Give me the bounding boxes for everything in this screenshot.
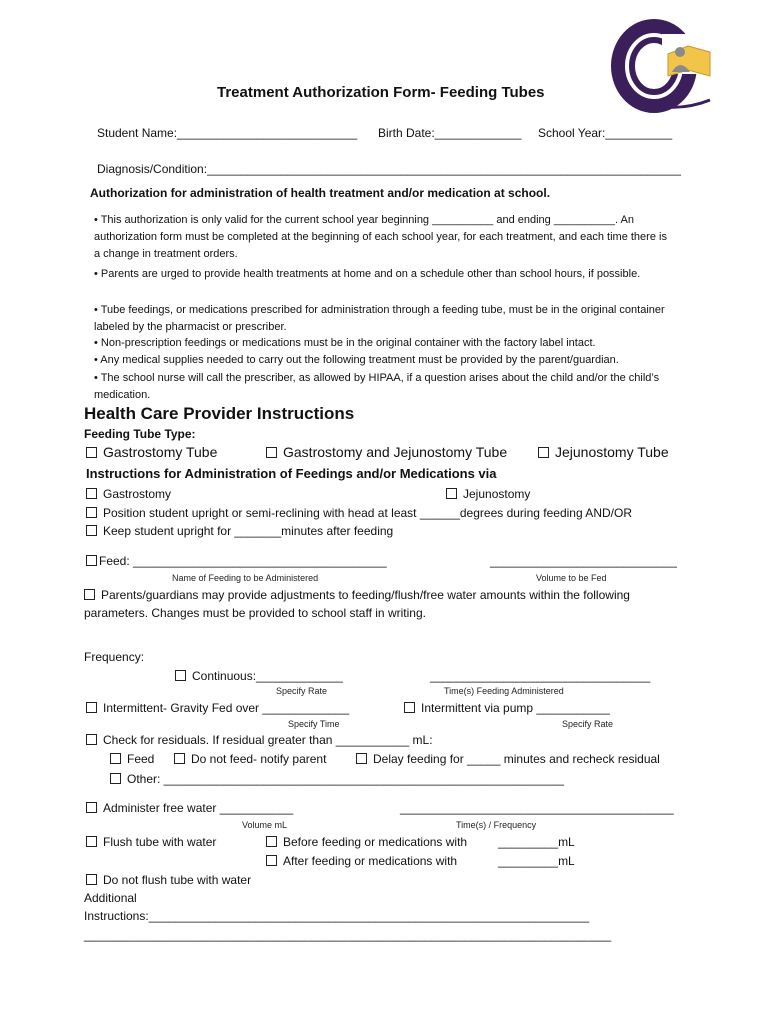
checkbox[interactable] [86, 488, 97, 499]
feed-field[interactable]: Feed: ______________________________________ [86, 554, 387, 568]
times-frequency-caption: Time(s) / Frequency [456, 820, 537, 830]
via-jejunostomy[interactable]: Jejunostomy [446, 487, 530, 501]
checkbox[interactable] [266, 836, 277, 847]
feed-volume-line[interactable]: ____________________________ [490, 554, 677, 568]
tube-type-label: Feeding Tube Type: [84, 427, 196, 441]
additional-label: Additional [84, 891, 137, 905]
checkbox[interactable] [86, 734, 97, 745]
flush-option[interactable]: Flush tube with water [86, 835, 216, 849]
free-water-option[interactable]: Administer free water ___________ [86, 801, 293, 815]
checkbox[interactable] [174, 753, 185, 764]
bullet-item: • Parents are urged to provide health treatments at home and on a schedule other than school hours, if possible. [94, 268, 641, 280]
checkbox[interactable] [86, 802, 97, 813]
bullet-item: • Tube feedings, or medications prescribed for administration through a feeding tube, must be in the original container labeled by the pharmacist or prescriber. [94, 304, 665, 333]
checkbox[interactable] [446, 488, 457, 499]
residuals-option[interactable]: Check for residuals. If residual greater than ___________ mL: [86, 733, 433, 747]
checkbox[interactable] [86, 836, 97, 847]
intermittent-gravity-option[interactable]: Intermittent- Gravity Fed over _____________ [86, 701, 349, 715]
checkbox[interactable] [110, 773, 121, 784]
instructions-heading: Instructions for Administration of Feedings and/or Medications via [86, 466, 497, 481]
checkbox[interactable] [86, 555, 97, 566]
specify-rate-caption: Specify Rate [276, 686, 328, 696]
intermittent-pump-option[interactable]: Intermittent via pump ___________ [404, 701, 610, 715]
continuous-option[interactable]: Continuous:_____________ [175, 669, 343, 683]
times-fed-caption: Time(s) Feeding Administered [444, 686, 564, 696]
additional-instructions-field[interactable]: Instructions:__________________________________________________________________ [84, 909, 590, 923]
other-option[interactable]: Other: ____________________________________________________________ [110, 772, 564, 786]
checkbox[interactable] [356, 753, 367, 764]
position-option[interactable]: Position student upright or semi-reclining with head at least ______degrees during feeding AND/OR [86, 506, 632, 520]
checkbox[interactable] [86, 447, 97, 458]
flush-before-ml[interactable]: _________mL [498, 835, 575, 849]
tube-type-gastrostomy[interactable]: Gastrostomy Tube [86, 444, 217, 460]
residual-feed-option[interactable]: Feed [110, 752, 154, 766]
frequency-label: Frequency: [84, 650, 145, 664]
continuous-times-line[interactable]: _________________________________ [430, 669, 651, 683]
residual-delay-option[interactable]: Delay feeding for _____ minutes and recheck residual [356, 752, 660, 766]
bullet-item: • This authorization is only valid for the current school year beginning __________ and ending __________. An authorization form must be completed at the beginning of each school year, for each treatment, and each time there is a change in treatment orders. [94, 214, 667, 260]
checkbox[interactable] [538, 447, 549, 458]
residual-no-feed-option[interactable]: Do not feed- notify parent [174, 752, 326, 766]
parents-adjust-option[interactable]: Parents/guardians may provide adjustments to feeding/flush/free water amounts within the following parameters. Changes must be provided to school staff in writing. [84, 588, 630, 620]
bullet-item: • Non-prescription feedings or medications must be in the original container with the factory label intact. [94, 337, 596, 349]
upright-option[interactable]: Keep student upright for _______minutes after feeding [86, 524, 393, 538]
feed-volume-caption: Volume to be Fed [536, 573, 607, 583]
birth-date-field[interactable]: Birth Date:_____________ [378, 126, 522, 140]
checkbox[interactable] [86, 525, 97, 536]
free-water-times-line[interactable]: _________________________________________ [400, 801, 674, 815]
checkbox[interactable] [110, 753, 121, 764]
diagnosis-field[interactable]: Diagnosis/Condition:_______________________________________________________________________ [97, 162, 681, 176]
district-logo-icon [610, 14, 720, 114]
authorization-heading: Authorization for administration of health treatment and/or medication at school. [90, 186, 551, 200]
via-gastrostomy[interactable]: Gastrostomy [86, 487, 171, 501]
checkbox[interactable] [86, 507, 97, 518]
specify-rate-caption: Specify Rate [562, 719, 614, 729]
student-name-field[interactable]: Student Name:___________________________ [97, 126, 358, 140]
checkbox[interactable] [84, 589, 95, 600]
flush-before-option[interactable]: Before feeding or medications with [266, 835, 467, 849]
school-year-field[interactable]: School Year:__________ [538, 126, 673, 140]
checkbox[interactable] [266, 447, 277, 458]
form-title: Treatment Authorization Form- Feeding Tubes [217, 84, 545, 101]
additional-instructions-line[interactable]: _______________________________________________________________________________ [84, 928, 612, 942]
feed-name-caption: Name of Feeding to be Administered [172, 573, 319, 583]
checkbox[interactable] [266, 855, 277, 866]
checkbox[interactable] [86, 702, 97, 713]
specify-time-caption: Specify Time [288, 719, 340, 729]
tube-type-jejunostomy[interactable]: Jejunostomy Tube [538, 444, 669, 460]
flush-after-option[interactable]: After feeding or medications with [266, 854, 457, 868]
checkbox[interactable] [404, 702, 415, 713]
checkbox[interactable] [86, 874, 97, 885]
flush-after-ml[interactable]: _________mL [498, 854, 575, 868]
bullet-item: • The school nurse will call the prescriber, as allowed by HIPAA, if a question arises about the child and/or the child’s medication. [94, 372, 660, 401]
checkbox[interactable] [175, 670, 186, 681]
volume-ml-caption: Volume mL [242, 820, 288, 830]
provider-heading: Health Care Provider Instructions [84, 404, 355, 423]
no-flush-option[interactable]: Do not flush tube with water [86, 873, 251, 887]
tube-type-gj[interactable]: Gastrostomy and Jejunostomy Tube [266, 444, 507, 460]
bullet-item: • Any medical supplies needed to carry out the following treatment must be provided by the parent/guardian. [94, 354, 619, 366]
